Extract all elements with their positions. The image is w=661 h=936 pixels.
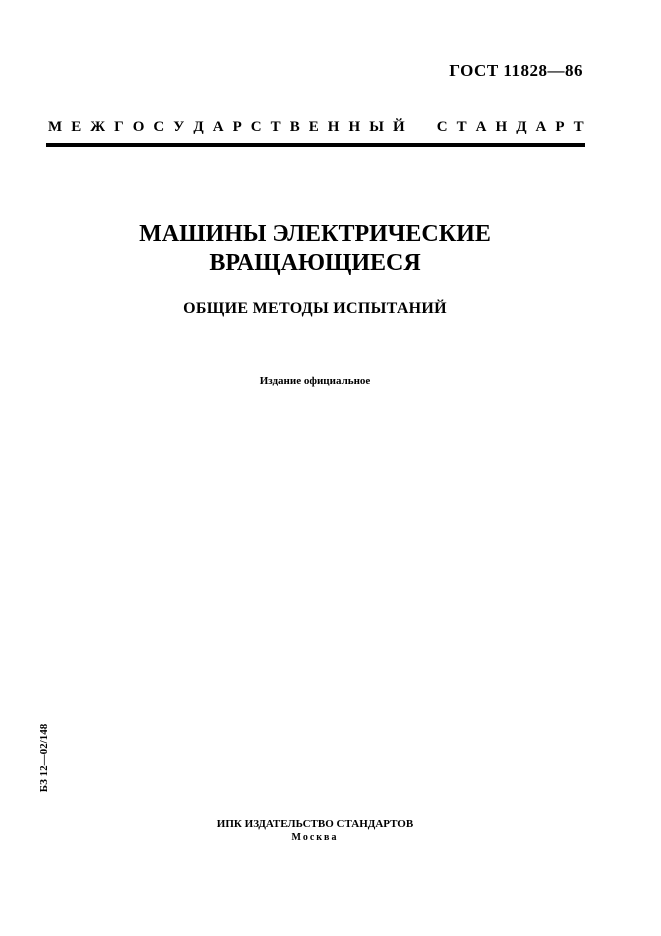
interstate-letter: А — [475, 119, 487, 135]
interstate-standard-heading — [48, 119, 584, 136]
document-subtitle: ОБЩИЕ МЕТОДЫ ИСПЫТАНИЙ — [183, 300, 447, 317]
header-rule — [46, 143, 585, 147]
interstate-letter: Н — [348, 119, 361, 135]
standard-number: ГОСТ 11828—86 — [449, 61, 583, 80]
title-line-2: ВРАЩАЮЩИЕСЯ — [209, 250, 421, 276]
interstate-letter: А — [212, 119, 224, 135]
interstate-letter: Н — [495, 119, 508, 135]
document-title — [0, 220, 630, 278]
interstate-letter: С — [250, 119, 262, 135]
interstate-letter: Д — [193, 119, 204, 135]
interstate-letter: Т — [573, 119, 584, 135]
word-gap — [414, 119, 428, 136]
interstate-letter: Г — [114, 119, 124, 135]
interstate-letter: Т — [270, 119, 281, 135]
interstate-letter: Е — [308, 119, 319, 135]
publisher-name: ИПК ИЗДАТЕЛЬСТВО СТАНДАРТОВ — [216, 818, 414, 830]
interstate-letter: Р — [555, 119, 565, 135]
publisher-city: Москва — [291, 832, 339, 843]
interstate-letter: В — [289, 119, 300, 135]
interstate-letter: Ж — [90, 119, 106, 135]
interstate-letter: Ы — [369, 119, 384, 135]
interstate-letter: С — [436, 119, 448, 135]
interstate-letter: М — [48, 119, 63, 135]
interstate-letter: Д — [516, 119, 527, 135]
side-code-text: БЗ 12—02/148 — [38, 723, 50, 793]
side-code — [33, 718, 55, 798]
interstate-letter: О — [132, 119, 145, 135]
interstate-letter: С — [153, 119, 165, 135]
interstate-letter: А — [535, 119, 547, 135]
interstate-letter: Е — [71, 119, 82, 135]
interstate-letter: Р — [232, 119, 242, 135]
interstate-letter: Н — [327, 119, 340, 135]
edition-note: Издание официальное — [259, 375, 371, 387]
interstate-letter: Й — [392, 119, 405, 135]
interstate-letter: Т — [456, 119, 467, 135]
title-line-1: МАШИНЫ ЭЛЕКТРИЧЕСКИЕ — [139, 221, 491, 247]
interstate-letter: У — [173, 119, 185, 135]
